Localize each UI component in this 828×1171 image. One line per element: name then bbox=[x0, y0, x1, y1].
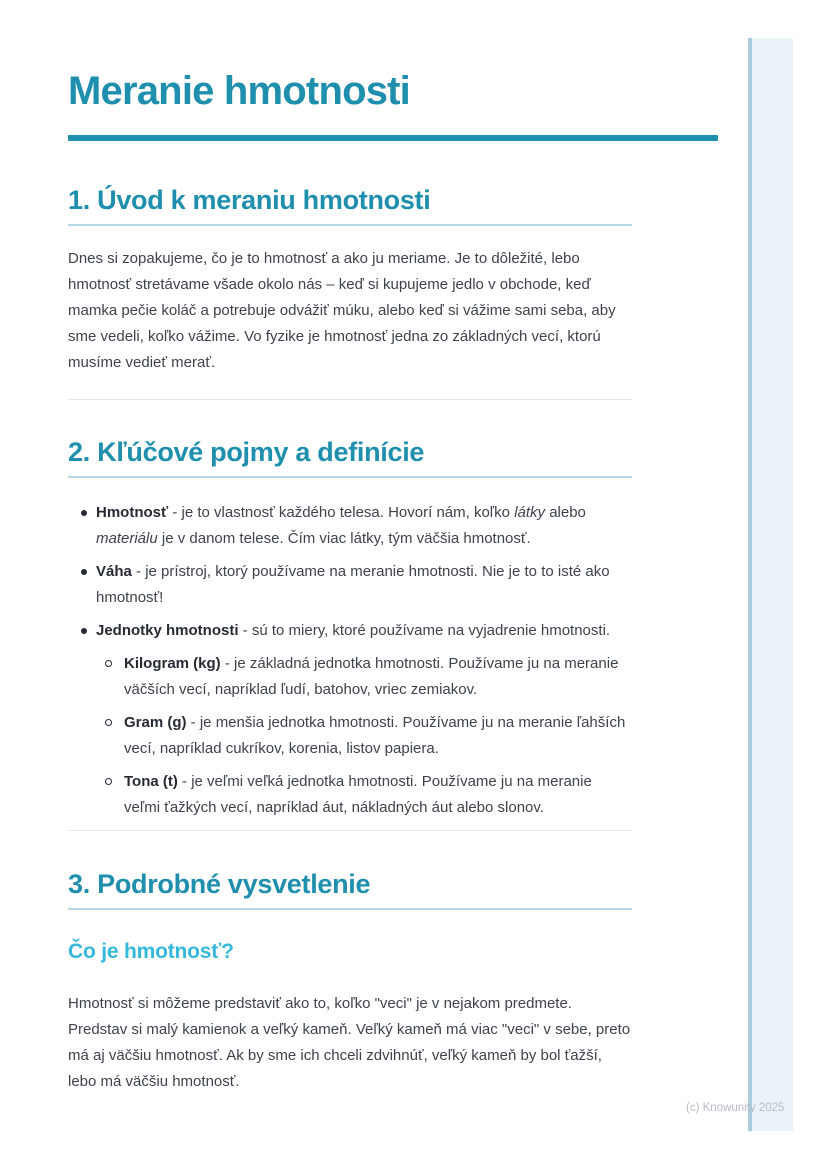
section-3-heading: 3. Podrobné vysvetlenie bbox=[68, 869, 632, 910]
title-rule bbox=[68, 135, 718, 141]
definition-text: - je menšia jednotka hmotnosti. Používame ju na meranie ľahších vecí, napríklad cukríkov, korenia, listov papiera. bbox=[124, 714, 626, 757]
section-2-heading: 2. Kľúčové pojmy a definície bbox=[68, 437, 632, 478]
sub-list bbox=[105, 651, 632, 821]
section-divider bbox=[68, 830, 632, 831]
page-edge-accent-bar bbox=[748, 38, 793, 1131]
definition-text: - je veľmi veľká jednotka hmotnosti. Používame ju na meranie veľmi ťažkých vecí, napríklad áut, nákladných áut alebo slonov. bbox=[124, 773, 592, 816]
list-item bbox=[68, 500, 632, 552]
bullet-disc-marker bbox=[81, 569, 87, 575]
subsection-heading: Čo je hmotnosť? bbox=[68, 940, 234, 963]
term-label: Váha bbox=[96, 563, 132, 580]
term-label: Kilogram (kg) bbox=[124, 655, 221, 672]
document-page bbox=[68, 70, 718, 1095]
section-1-heading: 1. Úvod k meraniu hmotnosti bbox=[68, 185, 632, 226]
footer-credit: (c) Knowunity 2025 bbox=[686, 1102, 785, 1114]
list-item bbox=[68, 559, 632, 611]
term-label: Tona (t) bbox=[124, 773, 178, 790]
bullet-circle-marker bbox=[105, 778, 112, 785]
term-label: Jednotky hmotnosti bbox=[96, 622, 239, 639]
definition-text: - sú to miery, ktoré používame na vyjadrenie hmotnosti. bbox=[238, 622, 611, 639]
key-terms-list bbox=[68, 500, 632, 821]
list-item bbox=[105, 710, 632, 762]
definition-text: - je to vlastnosť každého telesa. Hovorí nám, koľko bbox=[168, 504, 515, 521]
section-1-paragraph: Dnes si zopakujeme, čo je to hmotnosť a ako ju meriame. Je to dôležité, lebo hmotnosť stretávame všade okolo nás – keď si kupujeme jedlo v obchode, keď mamka pečie koláč a potrebuje odvážiť múku, alebo keď si vážime sami seba, aby sme vedeli, koľko vážime. Vo fyzike je hmotnosť jedna zo základných vecí, ktorú musíme vedieť merať. bbox=[68, 250, 616, 371]
definition-text: - je prístroj, ktorý používame na meranie hmotnosti. Nie je to to isté ako hmotnosť! bbox=[96, 563, 610, 606]
bullet-circle-marker bbox=[105, 719, 112, 726]
list-item bbox=[105, 651, 632, 703]
bullet-disc-marker bbox=[81, 510, 87, 516]
list-item bbox=[105, 769, 632, 821]
list-item bbox=[68, 618, 632, 821]
bullet-circle-marker bbox=[105, 660, 112, 667]
definition-text: alebo bbox=[545, 504, 586, 521]
section-3-paragraph: Hmotnosť si môžeme predstaviť ako to, koľko "veci" je v nejakom predmete. Predstav si malý kamienok a veľký kameň. Veľký kameň má viac "veci" v sebe, preto má aj väčšiu hmotnosť. Ak by sme ich chceli zdvihnúť, veľký kameň by bol ťažší, lebo má väčšiu hmotnosť. bbox=[68, 995, 631, 1090]
section-divider bbox=[68, 399, 632, 400]
term-label: Hmotnosť bbox=[96, 504, 169, 521]
definition-text: - je základná jednotka hmotnosti. Používame ju na meranie väčších vecí, napríklad ľudí, batohov, vriec zemiakov. bbox=[124, 655, 619, 698]
term-label: Gram (g) bbox=[124, 714, 187, 731]
page-title: Meranie hmotnosti bbox=[68, 69, 410, 113]
italic-text: materiálu bbox=[96, 530, 158, 547]
italic-text: látky bbox=[514, 504, 546, 521]
definition-text: je v danom telese. Čím viac látky, tým väčšia hmotnosť. bbox=[157, 530, 531, 547]
bullet-disc-marker bbox=[81, 628, 87, 634]
